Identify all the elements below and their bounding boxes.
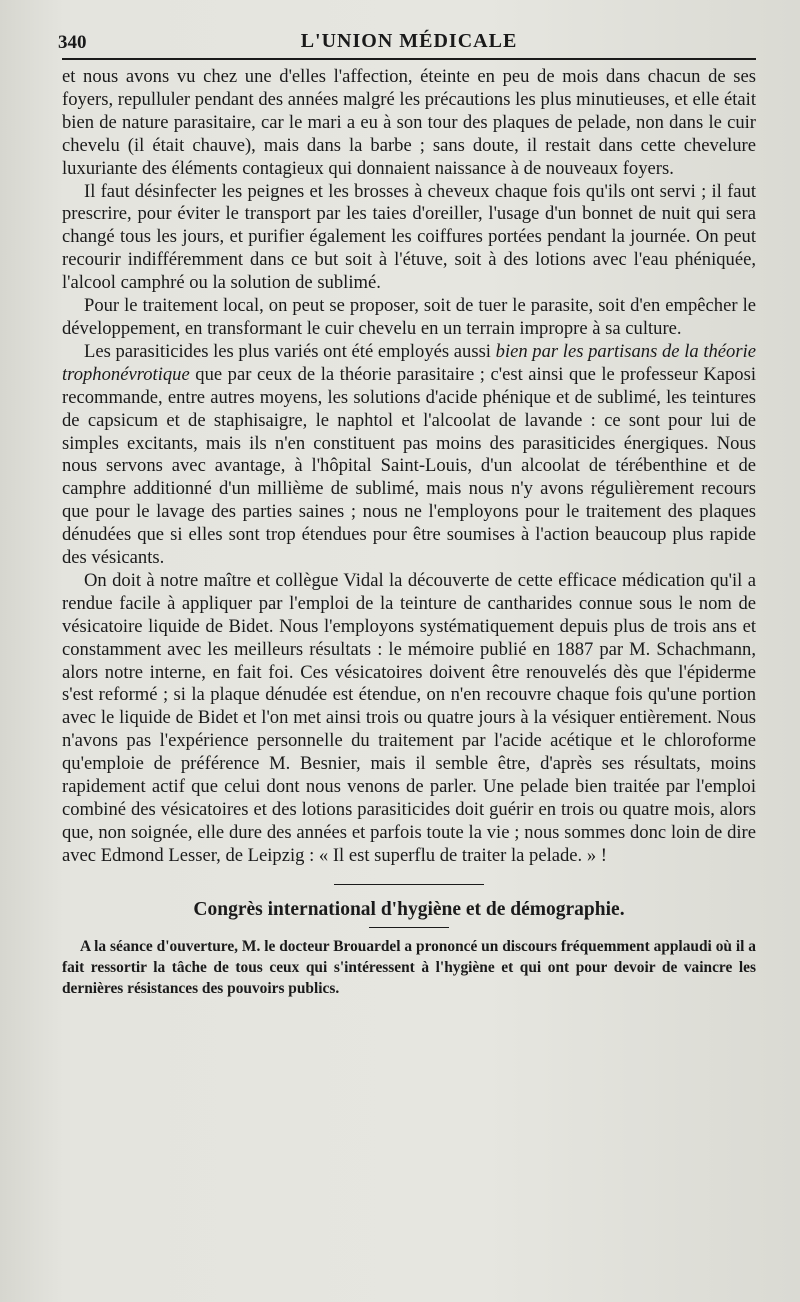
text-run: et nous avons vu chez une d'elles l'affection, éteinte en peu de mois dans chacun de ses foyers, repulluler pendant des années malgré les précautions les plus minutieuses, et elle était bien de nature parasitaire, car le mari a eu à son tour des plaques de pelade, non dans le cuir chevelu (il était chauve), mais dans la barbe ; sans doute, il restait dans cette chevelure luxuriante des éléments contagieux qui donnaient naissance à de nouveaux foyers. [62,66,756,179]
text-run: Pour le traitement local, on peut se proposer, soit de tuer le parasite, soit d'en empêcher le développement, en transformant le cuir chevelu en un terrain impropre à sa culture. [62,295,756,339]
section-heading: Congrès international d'hygiène et de démographie. [193,898,625,920]
italic-phrase: bien par les partisans de la théorie trophonévrotique [62,340,756,385]
running-head [58,28,756,60]
body-paragraph [62,181,756,296]
text-run: que par ceux de la théorie parasitaire ; c'est ainsi que le professeur Kaposi recommande, entre autres moyens, les solutions d'acide phénique et de sublimé, les teintures de capsicum et de staphisaigre, le naphtol et l'alcoolat de lavande : ce sont pour lui de simples excitants, mais ils n'en constituent pas moins des parasiticides énergiques. Nous nous servons avec avantage, à l'hôpital Saint-Louis, d'un alcoolat de térébenthine et de camphre additionné d'un millième de sublimé, mais nous n'y avons régulièrement recours que pour le lavage des parties saines ; nous ne l'employons pour le traitement des plaques dénudées que si elles sont trop étendues pour être soumises à l'action beaucoup plus rapide des vésicants. [62,363,756,569]
body-paragraph [62,570,756,868]
page-number: 340 [58,32,87,53]
text-run: Il faut désinfecter les peignes et les brosses à cheveux chaque fois qu'ils ont servi ; il faut prescrire, pour éviter le transport par les taies d'oreiller, l'usage d'un bonnet de nuit qui sera changé tous les jours, et purifier également les coiffures portées pendant la journée. On peut recourir indifféremment dans ce but soit à l'étuve, soit à des lotions avec l'eau phéniquée, l'alcool camphré ou la solution de sublimé. [62,180,756,294]
text-run: Les parasiticides les plus variés ont été employés aussi [84,340,496,362]
journal-title: L'UNION MÉDICALE [300,30,518,52]
body-paragraph [62,341,756,570]
section-separator [334,884,484,885]
body-paragraph [62,66,756,181]
body-paragraph [62,295,756,341]
text-run: On doit à notre maître et collègue Vidal la découverte de cette efficace médication qu'il a rendue facile à appliquer par l'emploi de la teinture de cantharides connue sous le nom de vésicatoire liquide de Bidet. Nous l'employons systématiquement depuis plus de trois ans et constamment avec les meilleurs résultats : le mémoire publié en 1887 par M. Schachmann, alors notre interne, en fait foi. Ces vésicatoires doivent être renouvelés dès que l'épiderme s'est reformé ; si la plaque dénudée est étendue, on n'en recouvre chaque fois qu'une portion avec le liquide de Bidet et l'on met ainsi trois ou quatre jours à la vésiquer entièrement. Nous n'avons pas l'expérience personnelle du traitement par l'acide acétique et le chloroforme qu'emploie de préférence M. Besnier, mais il semble être, d'après ses résultats, moins rapidement actif que celui dont nous venons de parler. Une pelade bien traitée par l'emploi combiné des vésicatoires et des lotions parasiticides doit guérir en trois ou quatre mois, alors que, non soignée, elle dure des années et parfois toute la vie ; nous sommes donc loin de dire avec Edmond Lesser, de Leipzig : « Il est superflu de traiter la pelade. » ! [62,569,756,866]
heading-underline [369,927,449,928]
section-paragraph: A la séance d'ouverture, M. le docteur Brouardel a prononcé un discours fréquemment applaudi où il a fait ressortir la tâche de tous ceux qui s'intéressent à l'hygiène et qui ont pour devoir de vaincre les dernières résistances des pouvoirs publics. [62,937,756,997]
article-body [62,66,756,868]
